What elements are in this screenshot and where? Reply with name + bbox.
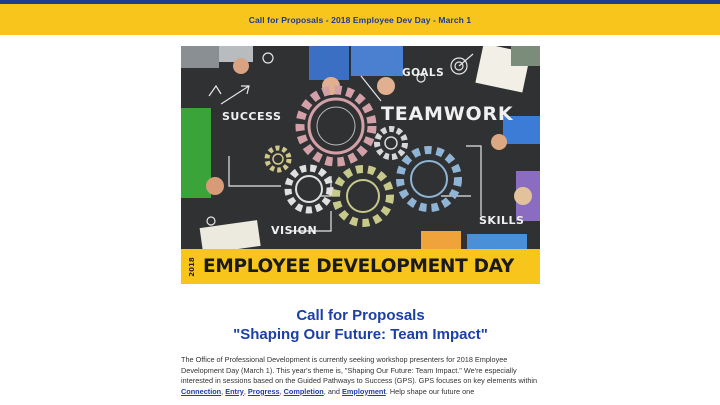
paragraph-start: The Office of Professional Development is currently seeking workshop presenters for 2018 Employee Development Day (March 1). This year's theme is, "Shaping Our Future: Team Impact." We're especially interested in sessions based on the Guided Pathways to Success (GPS). GPS focuses on key elements within — [181, 355, 538, 385]
link-completion[interactable]: Completion — [283, 386, 324, 396]
chalk-teamwork: TEAMWORK — [381, 103, 514, 125]
page-subtitle: "Shaping Our Future: Team Impact" — [233, 326, 488, 343]
intro-paragraph — [181, 355, 543, 397]
paragraph-end: . Help shape our future one — [385, 386, 475, 396]
separator: , — [221, 386, 226, 396]
hero-banner — [181, 249, 540, 284]
hand-top-left — [181, 46, 219, 68]
banner-title: EMPLOYEE DEVELOPMENT DAY — [203, 256, 514, 277]
chalk-skills: SKILLS — [479, 214, 525, 227]
banner-year: 2018 — [188, 256, 196, 277]
separator: , — [279, 386, 284, 396]
chalk-vision: VISION — [271, 224, 318, 237]
sleeve-blue-top — [309, 46, 349, 80]
chalk-success: SUCCESS — [222, 110, 282, 123]
header-title: Call for Proposals - 2018 Employee Dev Day - March 1 — [248, 14, 472, 25]
page-title: Call for Proposals — [296, 307, 425, 324]
link-progress[interactable]: Progress — [247, 386, 280, 396]
separator: , — [243, 386, 248, 396]
separator: , and — [323, 386, 343, 396]
chalk-goals: GOALS — [402, 67, 445, 79]
link-connection[interactable]: Connection — [181, 386, 222, 396]
link-employment[interactable]: Employment — [342, 386, 386, 396]
hero-image — [181, 46, 540, 284]
link-entry[interactable]: Entry — [225, 386, 244, 396]
header-bar — [0, 4, 720, 35]
